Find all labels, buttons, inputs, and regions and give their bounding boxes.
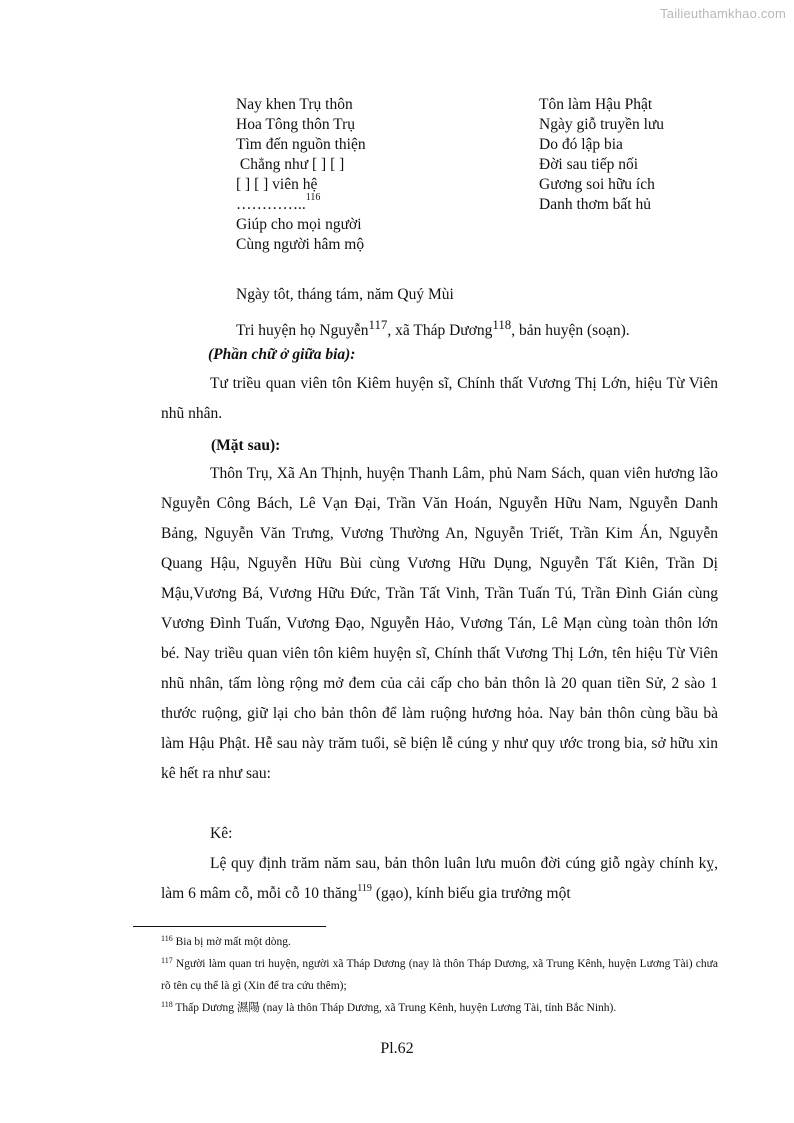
poem-line-text: Đời sau tiếp nối <box>539 156 639 173</box>
poem-line-text: [ ] [ ] viên hệ <box>236 176 318 193</box>
footnote-item <box>161 953 718 997</box>
poem-line <box>539 95 664 115</box>
author-text: , bản huyện (soạn). <box>511 322 630 340</box>
footnote-number: 118 <box>161 1000 173 1009</box>
poem-line <box>539 195 664 215</box>
footnote-ref[interactable]: 117 <box>368 317 388 332</box>
rule-paragraph <box>161 849 718 909</box>
poem-line-text: Ngày giỗ truyền lưu <box>539 116 665 133</box>
author-text: Tri huyện họ Nguyễn <box>236 322 369 340</box>
poem-line <box>539 135 664 155</box>
poem-line-text: Chẳng như [ ] [ ] <box>236 156 345 173</box>
footnote-text: Bia bị mờ mất một dòng. <box>172 936 291 948</box>
footnote-number: 117 <box>161 956 173 965</box>
back-section-heading: (Mặt sau): <box>211 437 281 454</box>
poem-line <box>236 115 366 135</box>
watermark: Tailieuthamkhao.com <box>660 6 786 21</box>
footnote-number: 116 <box>161 934 173 943</box>
poem-line <box>539 175 664 195</box>
back-section-text: Thôn Trụ, Xã An Thịnh, huyện Thanh Lâm, phủ Nam Sách, quan viên hương lão Nguyễn Công Bách, Lê Vạn Đại, Trần Văn Hoán, Nguyễn Hữu Nam, Nguyễn Danh Bảng, Nguyễn Văn Trưng, Vương Thường An, Nguyễn Triết, Trần Kim Án, Nguyễn Quang Hậu, Nguyễn Hữu Bùi cùng Vương Hữu Dụng, Nguyễn Tất Kiên, Trần Dị Mậu,Vương Bá, Vương Hữu Đức, Trần Tất Vinh, Trần Tuấn Tú, Trần Đình Gián cùng Vương Đình Tuấn, Vương Đạo, Nguyễn Hảo, Vương Tán, Lê Mạn cùng toàn thôn lớn bé. Nay triều quan viên tôn kiêm huyện sĩ, Chính thất Vương Thị Lớn, tên hiệu Từ Viên nhũ nhân, tấm lòng rộng mở đem của cải cấp cho bản thôn là 20 quan tiền Sử, 2 sào 1 thước ruộng, giữ lại cho bản thôn để làm ruộng hương hỏa. Nay bản thôn cùng bầu bà làm Hậu Phật. Hễ sau này trăm tuổi, sẽ biện lễ cúng y như quy ước trong bia, sở hữu xin kê hết ra như sau: <box>161 465 718 782</box>
author-line <box>236 315 630 341</box>
footnote-item <box>161 997 718 1019</box>
date-line: Ngày tôt, tháng tám, năm Quý Mùi <box>236 286 454 303</box>
poem-line <box>236 95 366 115</box>
poem-line-text: Do đó lập bia <box>539 136 623 153</box>
poem-line <box>539 155 664 175</box>
page-number: Pl.62 <box>380 1040 414 1057</box>
ke-label: Kê: <box>210 825 233 842</box>
poem-left-column <box>236 95 366 255</box>
footnote-ref[interactable]: 119 <box>357 883 372 894</box>
author-text: , xã Tháp Dương <box>387 322 493 340</box>
poem-line-text: Tìm đến nguồn thiện <box>236 136 366 153</box>
footnote-ref[interactable]: 118 <box>492 317 512 332</box>
poem-line <box>236 235 366 255</box>
footnote-text: Người làm quan tri huyện, người xã Tháp Dương (nay là thôn Tháp Dương, xã Trung Kênh, huyện Lương Tài) chưa rõ tên cụ thể là gì (Xin để tra cứu thêm); <box>161 958 718 992</box>
middle-section-text: Tư triều quan viên tôn Kiêm huyện sĩ, Chính thất Vương Thị Lớn, hiệu Từ Viên nhũ nhân. <box>161 375 718 422</box>
poem-line-text: Nay khen Trụ thôn <box>236 96 353 113</box>
footnote-ref[interactable]: 116 <box>305 192 321 203</box>
poem-line-text: Tôn làm Hậu Phật <box>539 96 653 113</box>
poem-line-text: ………….. <box>236 196 306 213</box>
poem-line-text: Gương soi hữu ích <box>539 176 655 193</box>
footnote-text: Thấp Dương 濕陽 (nay là thôn Tháp Dương, xã Trung Kênh, huyện Lương Tài, tỉnh Bắc Ninh). <box>172 1002 617 1014</box>
poem-line <box>236 135 366 155</box>
poem-line <box>236 155 366 175</box>
poem-line <box>539 115 664 135</box>
poem-right-column <box>539 95 664 215</box>
footnote-separator <box>133 926 326 927</box>
poem-line <box>236 192 366 215</box>
poem-line-text: Giúp cho mọi người <box>236 216 362 233</box>
middle-section-heading: (Phần chữ ở giữa bia): <box>208 346 356 363</box>
footnote-item <box>161 931 718 953</box>
poem-line-text: Hoa Tông thôn Trụ <box>236 116 355 133</box>
rule-text: (gạo), kính biếu gia trưởng một <box>371 885 571 902</box>
rule-text: Lệ quy định trăm năm sau, bản thôn luân lưu muôn đời cúng giỗ ngày chính kỵ, làm 6 mâm cỗ, mỗi cỗ 10 thăng <box>161 855 718 902</box>
poem-line-text: Danh thơm bất hủ <box>539 196 651 213</box>
poem-line-text: Cùng người hâm mộ <box>236 236 365 253</box>
poem-line <box>236 215 366 235</box>
footnotes <box>161 931 718 1019</box>
poem-line <box>236 175 366 195</box>
